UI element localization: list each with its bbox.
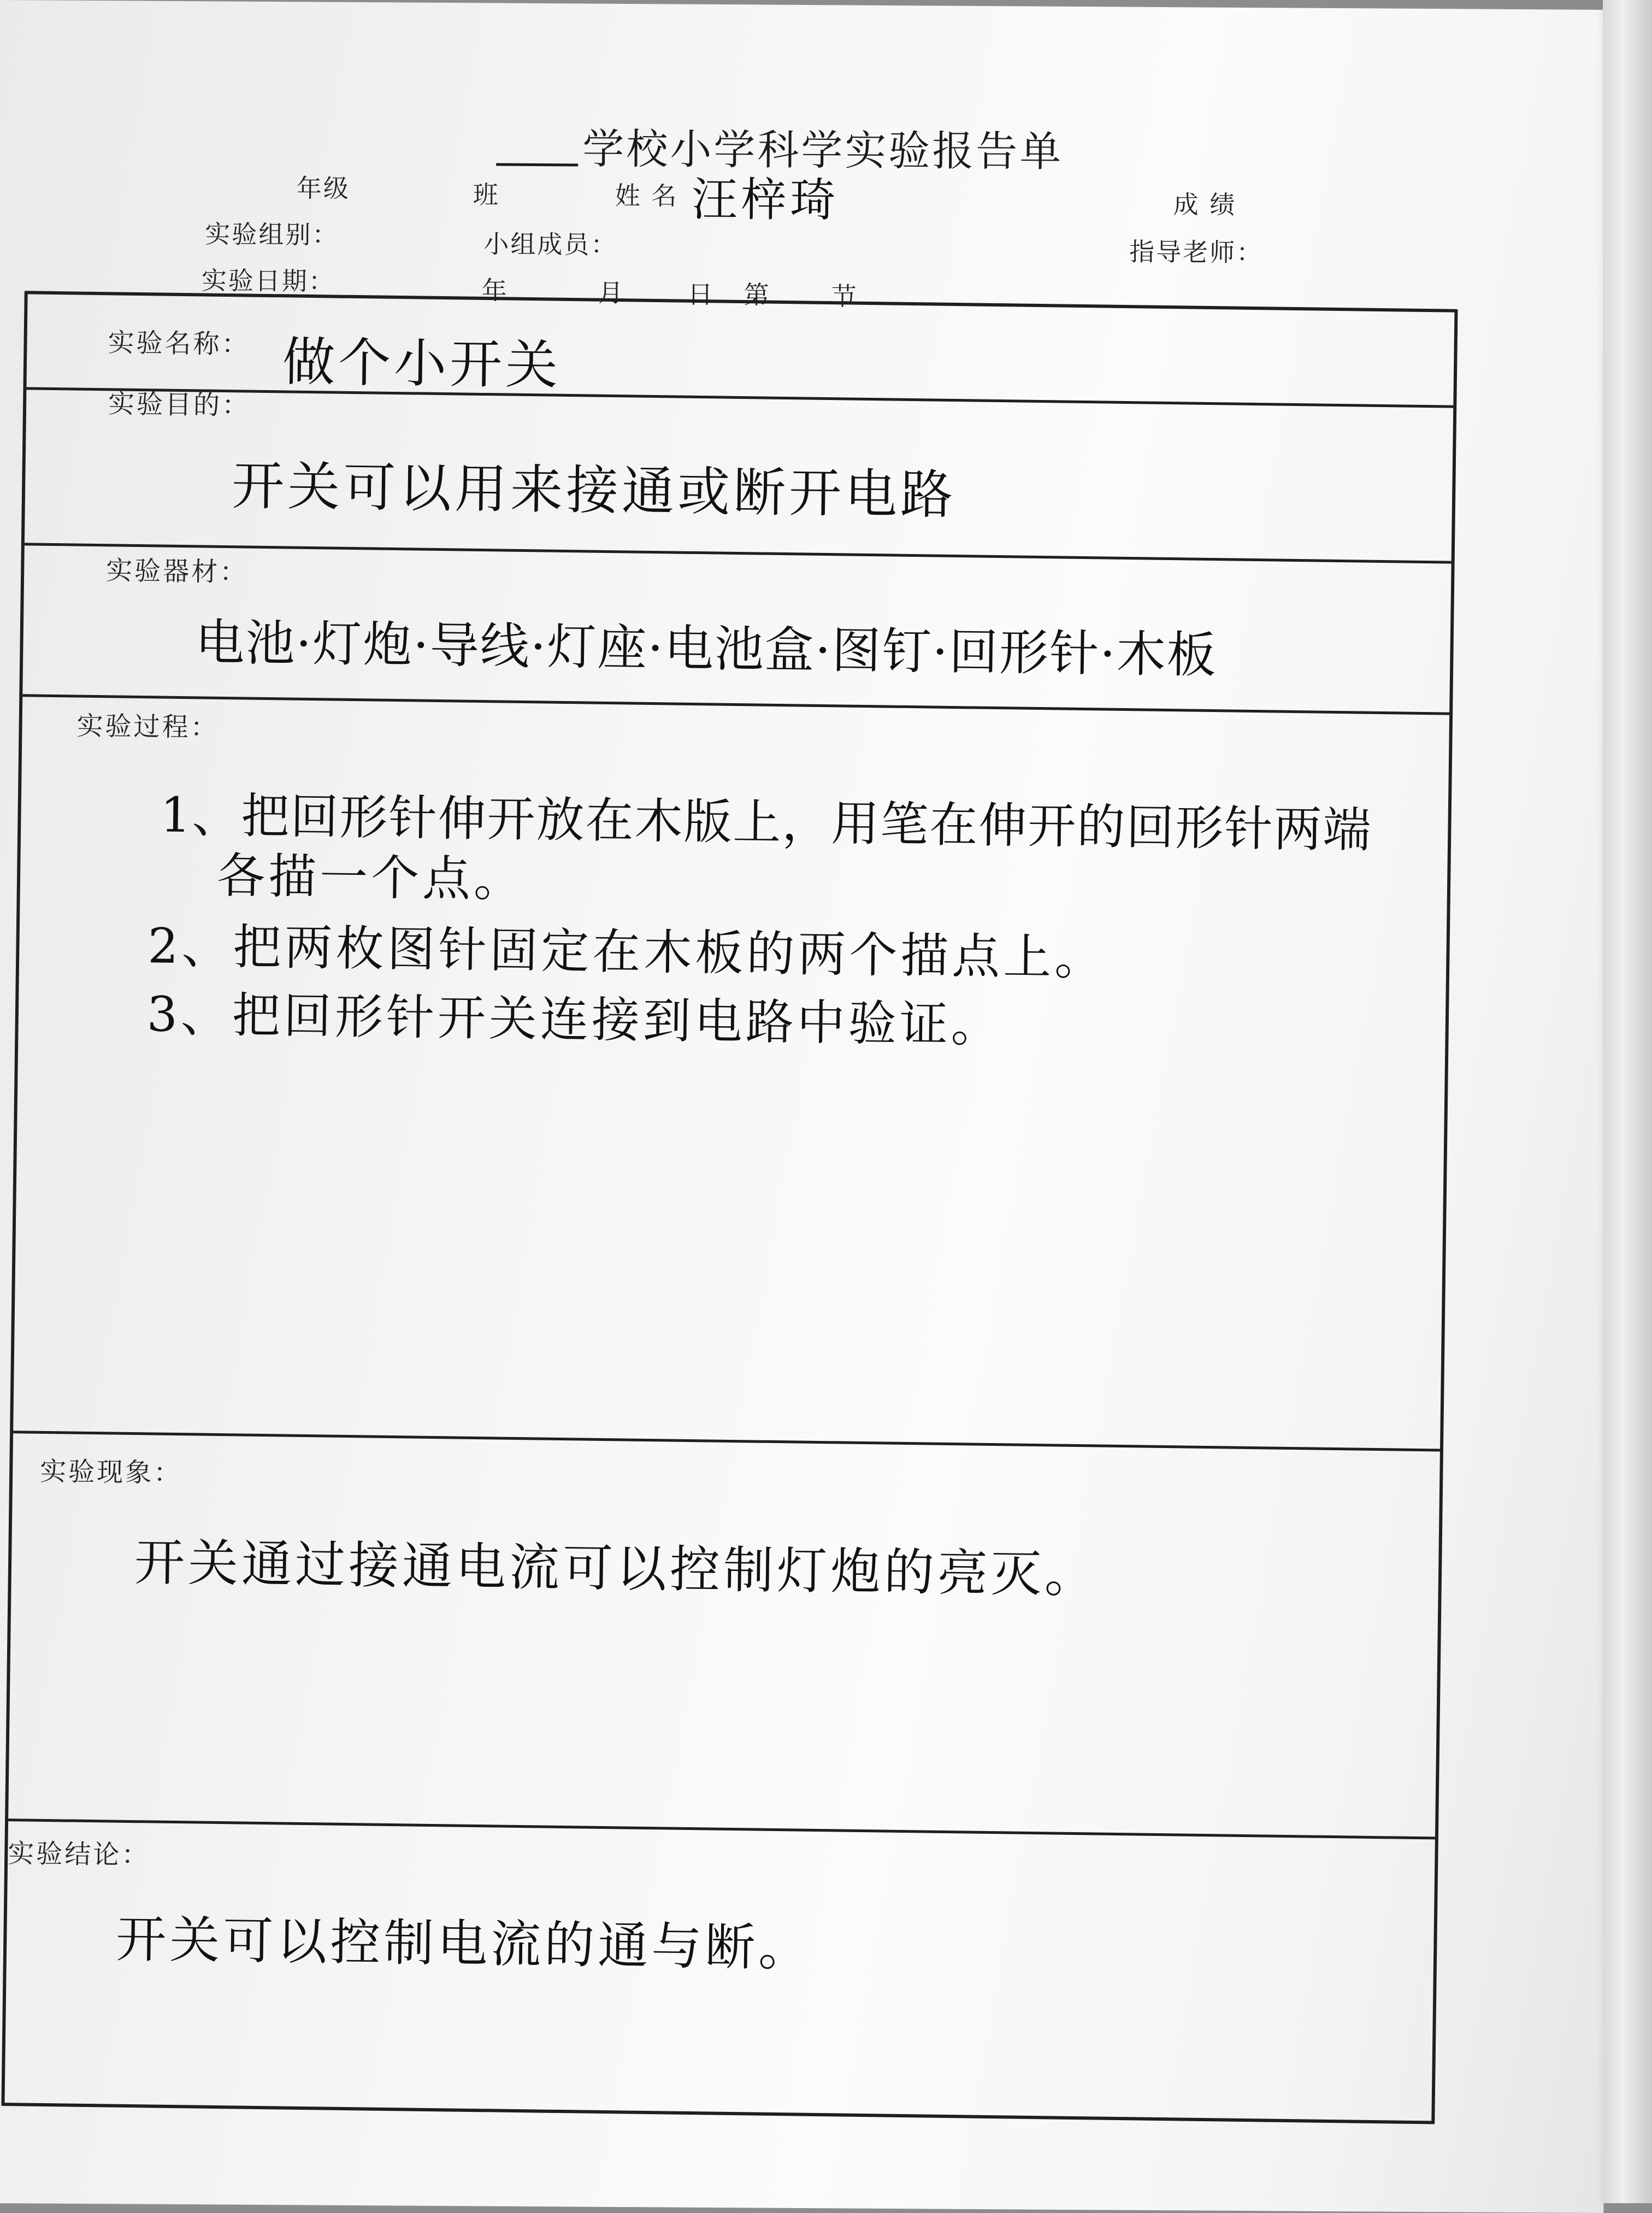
report-form-table — [1, 291, 1458, 2124]
name-label: 姓 名 — [615, 180, 678, 211]
date-period-prefix: 第 — [744, 280, 771, 310]
underlying-page-edge — [1603, 0, 1652, 2203]
materials-value: 电池·灯炮·导线·灯座·电池盒·图钉·回形针·木板 — [194, 614, 1218, 685]
school-blank — [496, 163, 578, 167]
date-day: 日 — [687, 279, 715, 309]
phenomenon-value: 开关通过接通电流可以控制灯炮的亮灭。 — [134, 1533, 1099, 1604]
process-step-1-cont: 各描一个点。 — [216, 847, 526, 908]
conclusion-row-divider — [8, 1818, 1435, 1839]
teacher-label: 指导老师： — [1129, 237, 1264, 268]
purpose-label: 实验目的： — [108, 389, 251, 421]
process-step-2: 2、把两枚图针固定在木板的两个描点上。 — [147, 917, 1107, 986]
report-title-label: 学校小学科学实验报告单 — [582, 124, 1064, 176]
student-name: 汪梓琦 — [691, 172, 840, 227]
process-label: 实验过程： — [76, 710, 219, 743]
grade-label: 年级 — [296, 173, 351, 203]
date-period-suffix: 节 — [831, 281, 858, 311]
date-month: 月 — [598, 278, 625, 308]
experiment-name-value: 做个小开关 — [282, 331, 562, 396]
process-row-divider — [22, 694, 1449, 715]
purpose-value: 开关可以用来接通或断开电路 — [231, 455, 957, 526]
conclusion-value: 开关可以控制电流的通与断。 — [115, 1910, 812, 1977]
members-label: 小组成员： — [483, 229, 618, 260]
phenomenon-label: 实验现象： — [39, 1456, 182, 1489]
score-label: 成 绩 — [1173, 190, 1237, 220]
materials-label: 实验器材： — [105, 555, 249, 588]
experiment-name-label: 实验名称： — [108, 327, 250, 360]
date-year: 年 — [481, 275, 509, 305]
phenomenon-row-divider — [13, 1431, 1440, 1451]
class-label: 班 — [473, 180, 500, 210]
group-label: 实验组别： — [205, 219, 339, 250]
conclusion-label: 实验结论： — [7, 1838, 150, 1871]
date-label: 实验日期： — [201, 266, 336, 296]
process-step-3: 3、把回形针开关连接到电路中验证。 — [146, 986, 1003, 1053]
process-step-1: 1、把回形针伸开放在木版上，用笔在伸开的回形针两端 — [160, 786, 1373, 858]
